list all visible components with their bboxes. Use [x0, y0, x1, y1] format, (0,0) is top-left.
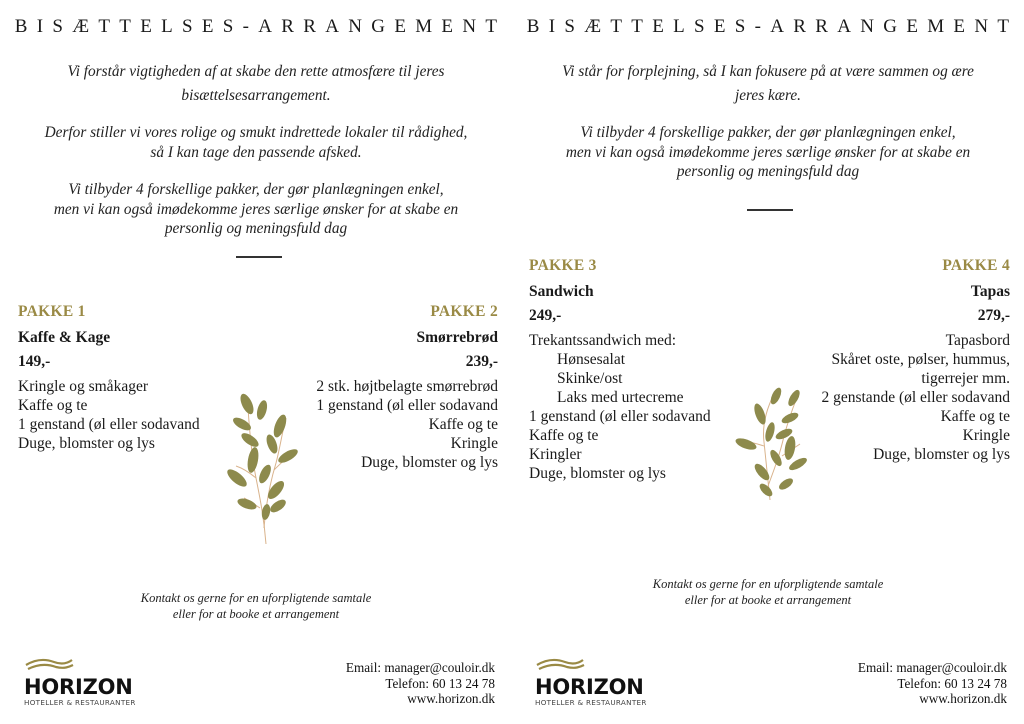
- intro-text: [512, 62, 1024, 182]
- phone-number: Telefon: 60 13 24 78: [897, 675, 1007, 691]
- package-item: Duge, blomster og lys: [361, 454, 498, 471]
- package-item: Kaffe og te: [940, 408, 1010, 425]
- horizon-logo: [24, 657, 136, 708]
- contact-text: [0, 590, 512, 622]
- intro-line: Vi forstår vigtigheden af at skabe den rette atmosfære til jeres: [67, 63, 445, 80]
- package-name: Sandwich: [529, 283, 594, 300]
- package-item: Hønsesalat: [557, 351, 626, 368]
- contact-line: eller for at booke et arrangement: [684, 593, 852, 607]
- contact-details: [858, 660, 1007, 707]
- package-4: [821, 256, 1010, 464]
- right-page: [512, 0, 1024, 724]
- logo-wordmark: HORIZON: [535, 675, 644, 699]
- website-link[interactable]: www.horizon.dk: [407, 691, 495, 706]
- package-3: [529, 256, 711, 483]
- package-item: Laks med urtecreme: [557, 389, 684, 406]
- divider: [236, 256, 282, 258]
- package-item: 1 genstand (øl eller sodavand: [18, 416, 200, 433]
- intro-line: Vi tilbyder 4 forskellige pakker, der gør planlægningen enkel,: [580, 124, 956, 141]
- package-item: 1 genstand (øl eller sodavand: [529, 408, 711, 425]
- package-label: PAKKE 1: [18, 303, 86, 320]
- package-1: [18, 302, 200, 453]
- website-link[interactable]: www.horizon.dk: [919, 691, 1007, 706]
- package-item: Kaffe og te: [428, 416, 498, 433]
- intro-line: Vi tilbyder 4 forskellige pakker, der gør planlægningen enkel,: [68, 181, 444, 198]
- logo-tagline: HOTELLER & RESTAURANTER: [24, 698, 136, 707]
- package-item: Skåret oste, pølser, hummus,: [831, 351, 1010, 368]
- intro-line: Vi står for forplejning, så I kan fokusere på at være sammen og ære: [562, 63, 974, 80]
- package-item: Duge, blomster og lys: [18, 435, 155, 452]
- package-item: 2 stk. højtbelagte smørrebrød: [316, 378, 498, 395]
- divider: [747, 209, 793, 211]
- contact-line: eller for at booke et arrangement: [172, 607, 340, 621]
- contact-details: [346, 660, 495, 707]
- email-link[interactable]: Email: manager@couloir.dk: [345, 660, 495, 675]
- package-item: Duge, blomster og lys: [873, 446, 1010, 463]
- email-link[interactable]: Email: manager@couloir.dk: [857, 660, 1007, 675]
- intro-line: bisættelsesarrangement.: [181, 86, 331, 104]
- page-title: BISÆTTELSES-ARRANGEMENT: [526, 16, 1019, 37]
- intro-line: men vi kan også imødekomme jeres særlige ønsker for at skabe en: [565, 143, 971, 161]
- package-price: 149,-: [18, 353, 51, 370]
- package-item: Tapasbord: [945, 332, 1010, 349]
- intro-line: så I kan tage den passende afsked.: [150, 143, 362, 161]
- package-item: Kringler: [529, 446, 582, 463]
- package-item: Kringle: [450, 435, 498, 452]
- logo-wordmark: HORIZON: [24, 675, 133, 699]
- contact-text: [512, 576, 1024, 608]
- olive-branch-icon: [220, 388, 300, 548]
- package-label: PAKKE 2: [430, 303, 498, 320]
- package-label: PAKKE 4: [942, 257, 1010, 274]
- logo-tagline: HOTELLER & RESTAURANTER: [535, 698, 647, 707]
- package-item: 2 genstande (øl eller sodavand: [821, 389, 1010, 406]
- horizon-logo: [535, 657, 647, 708]
- package-item: Kringle: [962, 427, 1010, 444]
- wave-logo-icon: [24, 657, 74, 671]
- intro-line: personlig og meningsfuld dag: [676, 163, 860, 180]
- olive-branch-icon: [732, 386, 812, 502]
- page-title: BISÆTTELSES-ARRANGEMENT: [14, 16, 507, 37]
- phone-number: Telefon: 60 13 24 78: [385, 675, 495, 691]
- package-price: 249,-: [529, 307, 562, 324]
- package-item: Trekantssandwich med:: [529, 332, 677, 349]
- intro-line: men vi kan også imødekomme jeres særlige ønsker for at skabe en: [53, 200, 459, 218]
- contact-line: Kontakt os gerne for en uforpligtende samtale: [140, 591, 372, 605]
- package-price: 239,-: [465, 353, 498, 370]
- intro-line: personlig og meningsfuld dag: [164, 220, 348, 237]
- package-label: PAKKE 3: [529, 257, 597, 274]
- package-item: 1 genstand (øl eller sodavand: [316, 397, 498, 414]
- package-item: Kaffe og te: [18, 397, 88, 414]
- package-item: Duge, blomster og lys: [529, 465, 666, 482]
- package-item: Kringle og småkager: [18, 378, 148, 395]
- intro-line: Derfor stiller vi vores rolige og smukt indrettede lokaler til rådighed,: [44, 124, 468, 141]
- package-name: Smørrebrød: [416, 329, 498, 346]
- contact-line: Kontakt os gerne for en uforpligtende samtale: [652, 577, 884, 591]
- package-2: [316, 302, 498, 472]
- package-name: Kaffe & Kage: [18, 329, 111, 346]
- intro-line: jeres kære.: [735, 86, 801, 104]
- package-item: Kaffe og te: [529, 427, 599, 444]
- intro-text: [0, 62, 512, 239]
- package-price: 279,-: [977, 307, 1010, 324]
- package-item: tigerrejer mm.: [921, 370, 1010, 387]
- package-item: Skinke/ost: [557, 370, 623, 387]
- package-name: Tapas: [970, 283, 1010, 300]
- wave-logo-icon: [535, 657, 585, 671]
